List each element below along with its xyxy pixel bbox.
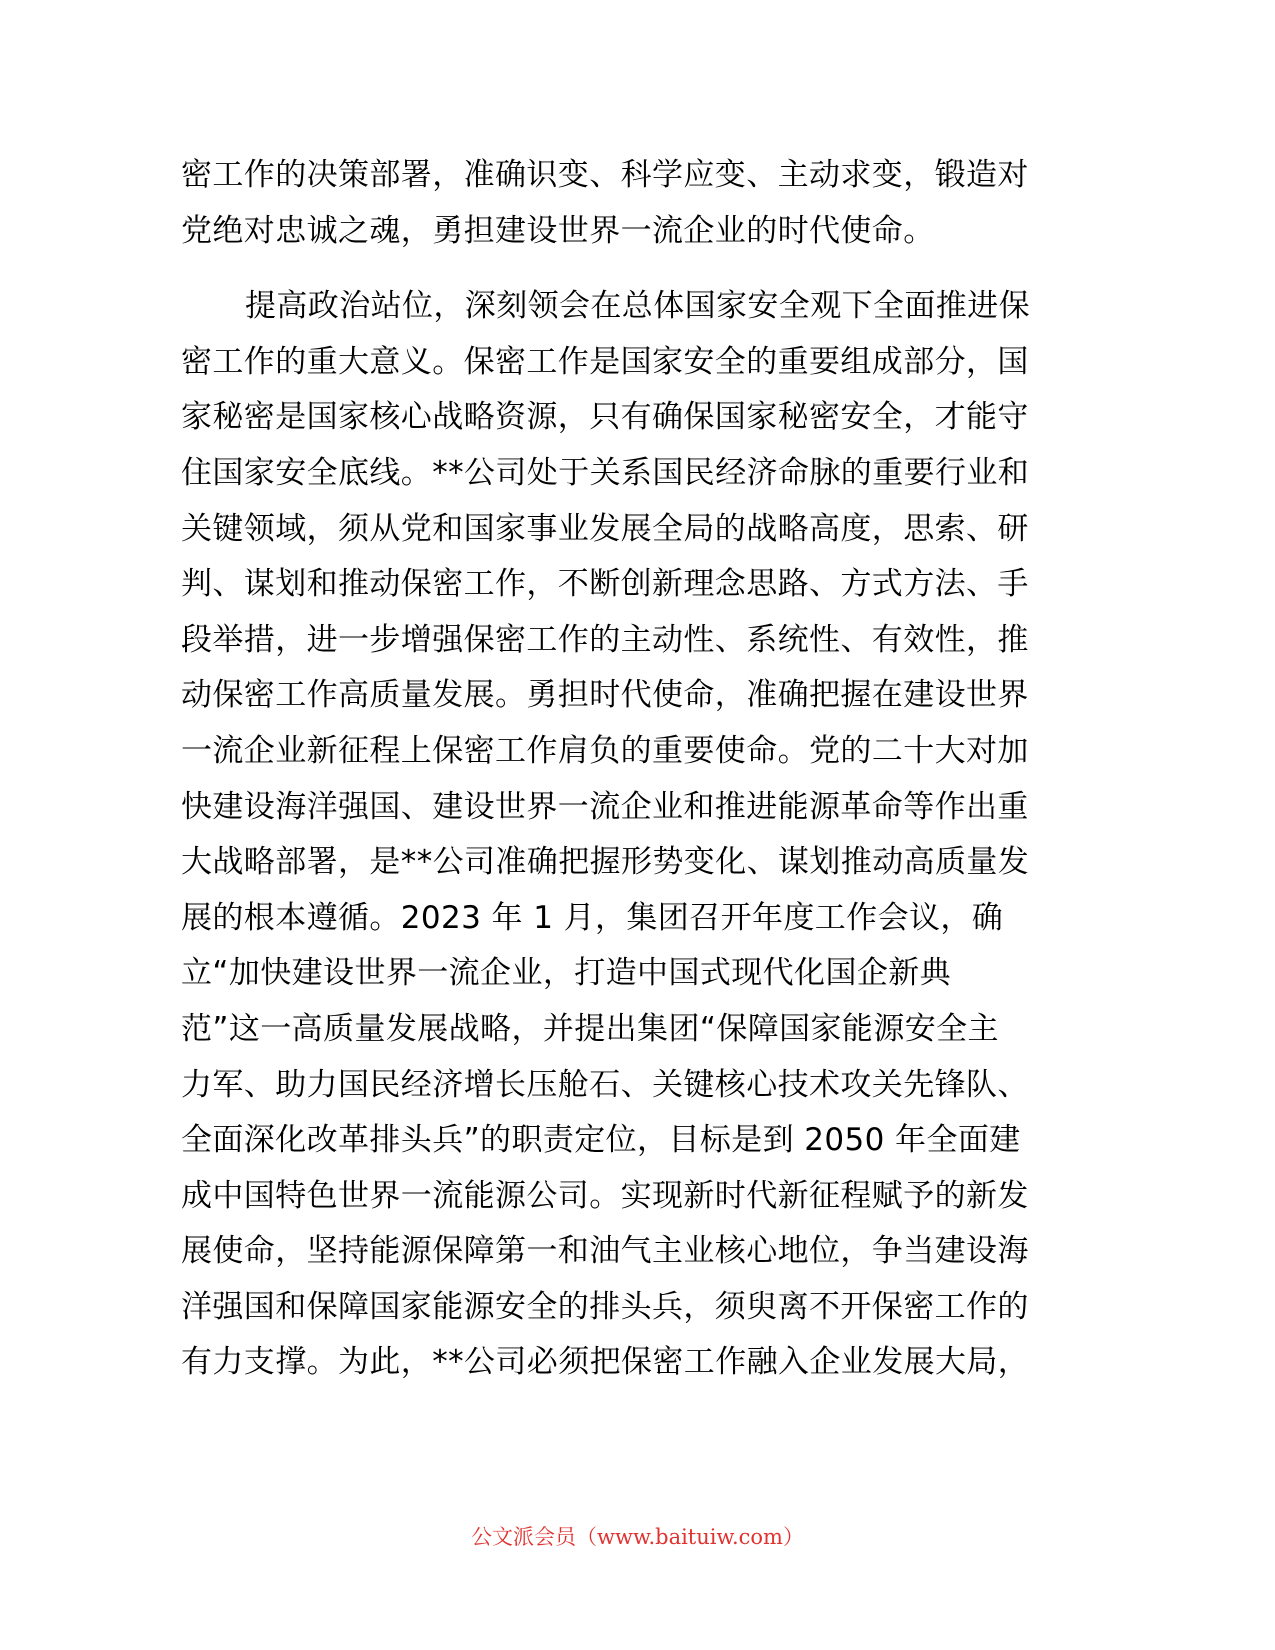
text-line: 判、谋划和推动保密工作，不断创新理念思路、方式方法、手	[181, 566, 1029, 603]
paragraph-1	[181, 148, 1071, 259]
text-line: 提高政治站位，深刻领会在总体国家安全观下全面推进保	[245, 288, 1030, 325]
body-text	[181, 148, 1071, 1391]
text-line: 密工作的重大意义。保密工作是国家安全的重要组成部分，国	[181, 343, 1029, 380]
text-line: 家秘密是国家核心战略资源，只有确保国家秘密安全，才能守	[181, 399, 1029, 436]
text-line: 关键领域，须从党和国家事业发展全局的战略高度，思索、研	[181, 510, 1029, 547]
paragraph-gap	[181, 259, 1071, 279]
paragraph-2	[181, 279, 1071, 1391]
text-line: 成中国特色世界一流能源公司。实现新时代新征程赋予的新发	[181, 1177, 1029, 1214]
footer-watermark: 公文派会员（www.baituiw.com）	[471, 1525, 804, 1549]
text-line: 展使命，坚持能源保障第一和油气主业核心地位，争当建设海	[181, 1233, 1029, 1270]
text-line: 段举措，进一步增强保密工作的主动性、系统性、有效性，推	[181, 621, 1029, 658]
text-line: 密工作的决策部署，准确识变、科学应变、主动求变，锻造对	[181, 157, 1029, 193]
text-line: 有力支撑。为此，**公司必须把保密工作融入企业发展大局，	[181, 1344, 1030, 1381]
text-line: 立“加快建设世界一流企业，打造中国式现代化国企新典	[181, 955, 952, 992]
text-line: 展的根本遵循。2023 年 1 月，集团召开年度工作会议，确	[181, 899, 1004, 936]
text-line: 住国家安全底线。**公司处于关系国民经济命脉的重要行业和	[181, 454, 1030, 491]
text-line: 范”这一高质量发展战略，并提出集团“保障国家能源安全主	[181, 1010, 999, 1047]
text-line: 一流企业新征程上保密工作肩负的重要使命。党的二十大对加	[181, 732, 1029, 769]
text-line: 大战略部署，是**公司准确把握形势变化、谋划推动高质量发	[181, 844, 1030, 881]
text-line: 洋强国和保障国家能源安全的排头兵，须臾离不开保密工作的	[181, 1288, 1029, 1325]
text-line: 快建设海洋强国、建设世界一流企业和推进能源革命等作出重	[181, 788, 1029, 825]
text-line: 动保密工作高质量发展。勇担时代使命，准确把握在建设世界	[181, 677, 1029, 714]
text-line: 全面深化改革排头兵”的职责定位，目标是到 2050 年全面建	[181, 1122, 1021, 1159]
text-line: 党绝对忠诚之魂，勇担建设世界一流企业的时代使命。	[181, 212, 935, 249]
text-line: 力军、助力国民经济增长压舱石、关键核心技术攻关先锋队、	[181, 1066, 1029, 1103]
